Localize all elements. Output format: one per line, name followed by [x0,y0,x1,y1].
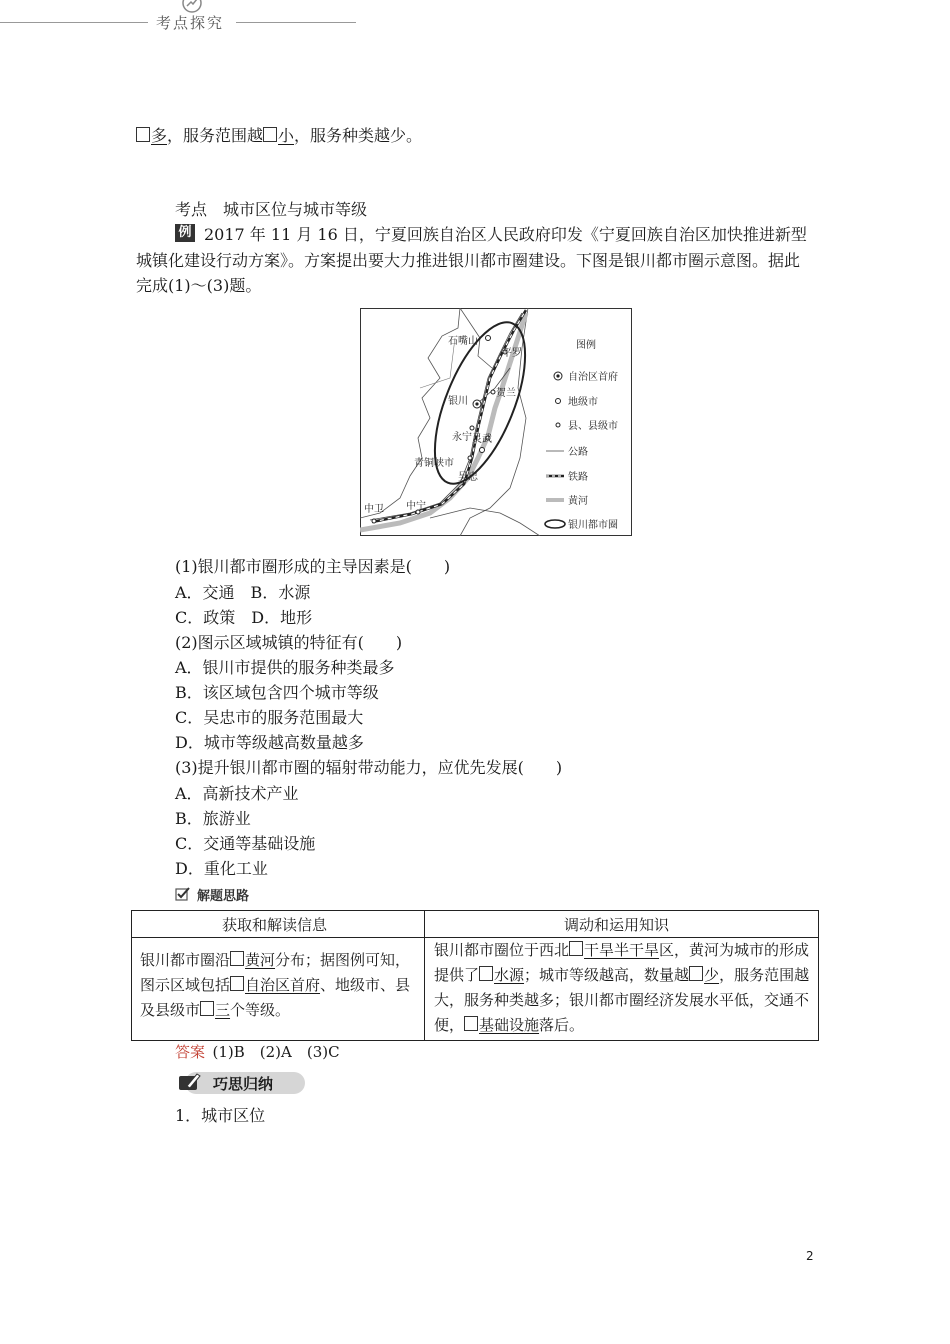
question-3-option: B．旅游业 [175,809,251,828]
blank-box-icon [136,127,150,142]
section-header [0,0,360,40]
question-3-option: C．交通等基础设施 [175,834,316,853]
table-header-left: 获取和解读信息 [222,916,328,934]
blank-box-icon [263,127,277,142]
pencil-icon [175,1070,205,1096]
answer-line [175,1041,340,1062]
question-1-stem: (1)银川都市圈形成的主导因素是( ) [175,557,451,576]
header-rule-right [236,22,356,23]
summary-title: 巧思归纳 [213,1075,274,1093]
city-label: 银川 [448,396,468,407]
top-line-answer-1: 多 [151,126,168,145]
section-1-heading: 1．城市区位 [175,1106,266,1125]
legend-item: 银川都市圈 [568,520,618,531]
city-label: 石嘴山 [448,336,478,347]
question-2-stem: (2)图示区域城镇的特征有( ) [175,633,403,652]
city-label: 永宁 [452,432,472,443]
question-3-stem: (3)提升银川都市圈的辐射带动能力，应优先发展( ) [175,758,563,777]
top-line-text-2: ，服务种类越少。 [294,126,423,145]
analysis-table [131,910,819,1041]
checkbox-check-icon [175,886,191,902]
header-rule-left [0,22,148,23]
legend-item: 铁路 [568,472,588,483]
table-cell-left: 银川都市圈沿 黄河分布；据图例可知，图示区域包括 自治区首府、地级市、县及县级市 三个等级。 [140,951,411,1019]
city-label: 吴忠 [458,472,478,483]
question-2-option: C．吴忠市的服务范围最大 [175,708,364,727]
topic-title: 城市区位与城市等级 [223,200,368,219]
table-header-right: 调动和运用知识 [564,916,670,934]
topic-line [175,197,367,220]
question-2-option: B．该区域包含四个城市等级 [175,683,379,702]
legend-item: 公路 [568,447,588,458]
example-badge: 例 [175,224,195,242]
yinchuan-metro-map [360,308,632,536]
question-3-option: D．重化工业 [175,859,268,878]
question-2-option: D．城市等级越高数量越多 [175,733,364,752]
section-title: 考点探究 [156,14,225,32]
question-2-option: A．银川市提供的服务种类最多 [175,658,395,677]
city-label: 灵武 [472,434,492,445]
legend-item: 自治区首府 [568,372,618,383]
question-3-option: A．高新技术产业 [175,784,299,803]
question-1-option: A．交通 B．水源 [175,583,311,602]
example-line-1: 2017 年 11 月 16 日，宁夏回族自治区人民政府印发《宁夏回族自治区加快推进新型 [204,225,807,244]
legend-title: 图例 [576,340,596,351]
tips-label: 解题思路 [197,889,250,904]
page-number: 2 [806,1249,814,1263]
example-line-3: 完成(1)～(3)题。 [136,276,262,295]
city-label: 贺兰 [496,388,516,399]
top-line-answer-2: 小 [278,126,295,145]
question-1-option: C．政策 D．地形 [175,608,313,627]
topic-label: 考点 [175,200,208,219]
legend-item: 县、县级市 [568,421,618,432]
answer-text: (1)B (2)A (3)C [212,1043,340,1061]
example-line-2: 城镇化建设行动方案》。方案提出要大力推进银川都市圈建设。下图是银川都市圈示意图。据此 [136,251,801,270]
city-label: 青铜峡市 [414,458,454,469]
city-label: 中卫 [364,504,384,515]
legend-item: 地级市 [568,397,598,408]
answer-label: 答案 [175,1043,206,1061]
city-label: 中宁 [406,501,426,512]
legend-item: 黄河 [568,496,588,507]
city-label: 平罗 [502,348,522,359]
top-line [136,123,422,146]
table-cell-right: 银川都市圈位于西北 干旱半干旱区，黄河为城市的形成提供了 水源；城市等级越高，数量越 少，服务范围越大，服务种类越多；银川都市圈经济发展水平低，交通不便， 基础设施落后。 [434,941,810,1034]
summary-banner [175,1070,307,1096]
top-line-text-1: ，服务范围越 [167,126,264,145]
